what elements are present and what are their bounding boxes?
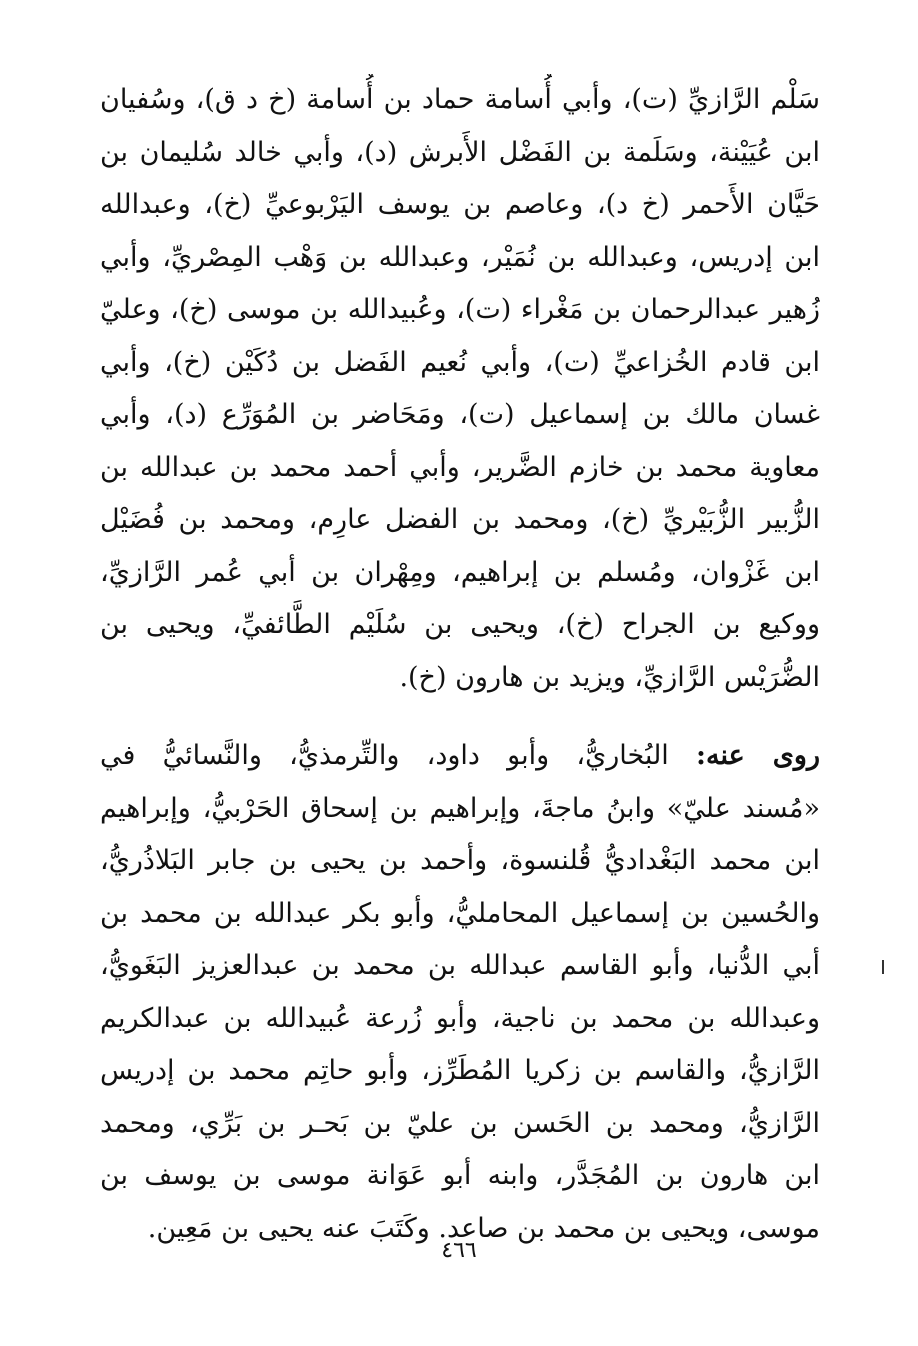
paragraph-students (100, 730, 820, 1255)
text-line: ابن محمد البَغْداديُّ قُلنسوة، وأحمد بن يحيى بن جابر البَلاذُريُّ، (100, 845, 820, 876)
section-lead: روى عنه: (696, 740, 820, 771)
text-line: زُهير عبدالرحمان بن مَغْراء (ت)، وعُبيدالله بن موسى (خ)، وعليّ (100, 294, 820, 325)
text-line: «مُسند عليّ» وابنُ ماجةَ، وإبراهيم بن إسحاق الحَرْبيُّ، وإبراهيم (100, 792, 820, 824)
text-line-rest: البُخاريُّ، وأبو داود، والتِّرمذيُّ، والنَّسائيُّ في (100, 740, 697, 771)
text-line-first (100, 730, 820, 783)
page-number: ٤٦٦ (441, 1238, 477, 1263)
text-line: ابن إدريس، وعبدالله بن نُمَيْر، وعبدالله بن وَهْب المِصْريِّ، وأبي (100, 241, 820, 273)
text-line: غسان مالك بن إسماعيل (ت)، ومَحَاضر بن المُوَرِّع (د)، وأبي (100, 399, 820, 430)
text-line: الرَّازيُّ، ومحمد بن الحَسن بن عليّ بن بَحـر بن بَرِّي، ومحمد (100, 1107, 820, 1139)
text-line: الضُّرَيْس الرَّازيِّ، ويزيد بن هارون (خ). (399, 661, 820, 693)
text-line: ابن عُيَيْنة، وسَلَمة بن الفَضْل الأَبرش (د)، وأبي خالد سُليمان بن (100, 136, 820, 168)
text-line: موسى، ويحيى بن محمد بن صاعد. وكَتَبَ عنه يحيى بن مَعِين. (147, 1212, 820, 1244)
text-line: أبي الدُّنيا، وأبو القاسم عبدالله بن محمد بن عبدالعزيز البَغَويُّ، (100, 950, 820, 981)
margin-mark (882, 960, 884, 974)
text-line: ابن قادم الخُزاعيِّ (ت)، وأبي نُعيم الفَضل بن دُكَيْن (خ)، وأبي (100, 346, 820, 378)
text-line: ابن غَزْوان، ومُسلم بن إبراهيم، ومِهْران بن أبي عُمر الرَّازيِّ، (100, 556, 820, 588)
text-line: ابن هارون بن المُجَدَّر، وابنه أبو عَوَانة موسى بن يوسف بن (100, 1160, 820, 1191)
text-line: وعبدالله بن محمد بن ناجية، وأبو زُرعة عُبيدالله بن عبدالكريم (100, 1002, 820, 1034)
text-line: حَيَّان الأَحمر (خ د)، وعاصم بن يوسف اليَرْبوعيِّ (خ)، وعبدالله (100, 189, 820, 220)
text-line: الرَّازيُّ، والقاسم بن زكريا المُطَرِّز، وأبو حاتِم محمد بن إدريس (100, 1055, 820, 1086)
text-line: معاوية محمد بن خازم الضَّرير، وأبي أحمد محمد بن عبدالله بن (100, 451, 820, 483)
text-line: ووكيع بن الجراح (خ)، ويحيى بن سُلَيْم الطَّائفيِّ، ويحيى بن (100, 609, 820, 640)
paragraph-teachers (100, 74, 820, 704)
text-line: الزُّبير الزُّبَيْريِّ (خ)، ومحمد بن الفضل عارِم، ومحمد بن فُضَيْل (100, 504, 820, 535)
text-line: سَلْم الرَّازيِّ (ت)، وأبي أُسامة حماد بن أُسامة (خ د ق)، وسُفيان (100, 84, 820, 115)
text-line: والحُسين بن إسماعيل المحامليُّ، وأبو بكر عبدالله بن محمد بن (100, 897, 820, 929)
